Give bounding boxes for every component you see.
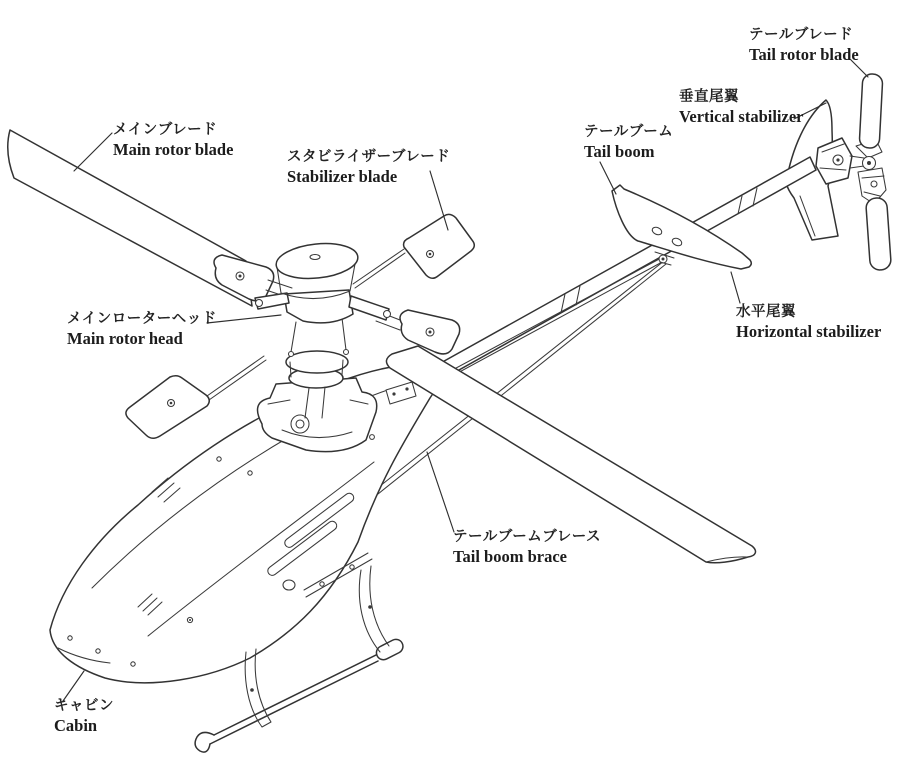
cabin-body [50,366,435,683]
leader-cabin [63,671,84,701]
leader-main-rotor-blade [74,133,112,171]
leader-main-rotor-head [207,315,281,323]
label-tail-rotor-blade [749,28,859,64]
label-main-rotor-head-jp: メインローターヘッド [67,311,217,327]
label-vertical-stabilizer-jp: 垂直尾翼 [679,89,739,105]
label-tail-rotor-blade-jp: テールブレード [749,27,854,43]
label-stabilizer-blade-jp: スタビライザーブレード [287,149,451,165]
label-cabin-en: Cabin [54,716,98,736]
label-tail-boom-brace-en: Tail boom brace [453,547,567,567]
label-tail-rotor-blade-en: Tail rotor blade [749,45,859,65]
leader-tail-boom [600,162,616,194]
leader-horizontal-stabilizer [731,272,740,303]
label-stabilizer-blade-en: Stabilizer blade [287,167,398,187]
stabilizer-paddle-right [353,214,474,288]
label-cabin [54,699,114,735]
label-horizontal-stabilizer-jp: 水平尾翼 [736,304,796,320]
label-tail-boom-brace-jp: テールブームブレース [453,529,601,545]
label-main-rotor-blade-en: Main rotor blade [113,140,234,160]
label-main-rotor-blade [113,123,233,159]
tail-rotor-blade-lower [866,197,892,270]
label-stabilizer-blade [287,150,450,186]
label-tail-boom-jp: テールブーム [584,124,674,140]
label-horizontal-stabilizer-en: Horizontal stabilizer [736,322,882,342]
label-vertical-stabilizer-en: Vertical stabilizer [679,107,804,127]
tail-rotor-blade-upper [859,74,883,149]
label-tail-boom-brace [453,530,601,566]
leader-tail-boom-brace [427,452,454,532]
label-main-rotor-blade-jp: メインブレード [113,122,218,138]
label-tail-boom [584,125,673,161]
label-main-rotor-head-en: Main rotor head [67,329,183,349]
label-cabin-jp: キャビン [54,698,114,714]
label-tail-boom-en: Tail boom [584,142,655,162]
label-main-rotor-head [67,312,217,348]
label-vertical-stabilizer [679,90,803,126]
label-horizontal-stabilizer [736,305,881,341]
